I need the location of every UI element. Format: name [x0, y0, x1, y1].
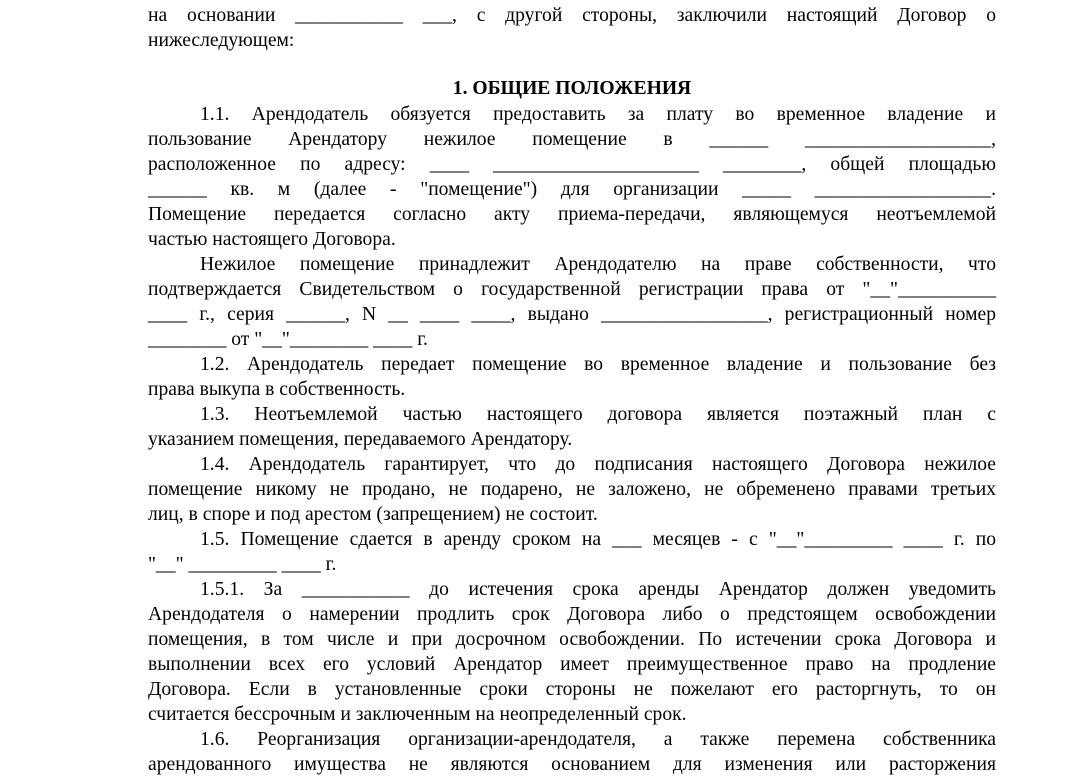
paragraph-line: подтверждается Свидетельством о государственной регистрации права от "__"__________ — [148, 279, 996, 300]
paragraph-line: 1.3. Неотъемлемой частью настоящего договора является поэтажный план с — [200, 404, 996, 425]
paragraph-line: ____ г., серия ______, N __ ____ ____, выдано _________________, регистрационный номер — [148, 304, 996, 325]
paragraph-line: помещение никому не продано, не подарено, не заложено, не обременено правами третьих — [148, 479, 996, 500]
paragraph-line: считается бессрочным и заключенным на неопределенный срок. — [148, 704, 687, 725]
paragraph-line: пользование Арендатору нежилое помещение в ______ ___________________, — [148, 129, 996, 150]
paragraph-line: 1.6. Реорганизация организации-арендодателя, а также перемена собственника — [200, 729, 996, 750]
paragraph-line: арендованного имущества не являются основанием для изменения или расторжения — [148, 754, 996, 775]
paragraph-line: помещения, в том числе и при досрочном освобождении. По истечении срока Договора и — [148, 629, 996, 650]
paragraph-line: Нежилое помещение принадлежит Арендодателю на праве собственности, что — [200, 254, 996, 275]
paragraph-line: 1.1. Арендодатель обязуется предоставить за плату во временное владение и — [200, 104, 996, 125]
paragraph-line: 1.5. Помещение сдается в аренду сроком на ___ месяцев - с "__"_________ ____ г. по — [200, 529, 996, 550]
paragraph-line: 1.5.1. За ___________ до истечения срока аренды Арендатор должен уведомить — [200, 579, 996, 600]
paragraph-line: ________ от "__"________ ____ г. — [148, 329, 428, 350]
paragraph-line: указанием помещения, передаваемого Арендатору. — [148, 429, 573, 450]
preamble-line: нижеследующем: — [148, 30, 295, 51]
paragraph-line: "__" _________ ____ г. — [148, 554, 337, 575]
section-title: 1. ОБЩИЕ ПОЛОЖЕНИЯ — [452, 78, 692, 99]
paragraph-line: права выкупа в собственность. — [148, 379, 406, 400]
paragraph-line: Арендодателя о намерении продлить срок Договора либо о предстоящем освобождении — [148, 604, 996, 625]
paragraph-line: расположенное по адресу: ____ _____________________ ________, общей площадью — [148, 154, 996, 175]
paragraph-line: частью настоящего Договора. — [148, 229, 396, 250]
paragraph-line: выполнении всех его условий Арендатор имеет преимущественное право на продление — [148, 654, 996, 675]
paragraph-line: Договора. Если в установленные сроки стороны не пожелают его расторгнуть, то он — [148, 679, 996, 700]
paragraph-line: 1.4. Арендодатель гарантирует, что до подписания настоящего Договора нежилое — [200, 454, 996, 475]
paragraph-line: ______ кв. м (далее - "помещение") для организации _____ __________________. — [148, 179, 996, 200]
preamble-line: на основании ___________ ___, с другой стороны, заключили настоящий Договор о — [148, 5, 996, 26]
paragraph-line: 1.2. Арендодатель передает помещение во временное владение и пользование без — [200, 354, 996, 375]
paragraph-line: лиц, в споре и под арестом (запрещением) не состоит. — [148, 504, 598, 525]
paragraph-line: Помещение передается согласно акту приема-передачи, являющемуся неотъемлемой — [148, 204, 996, 225]
